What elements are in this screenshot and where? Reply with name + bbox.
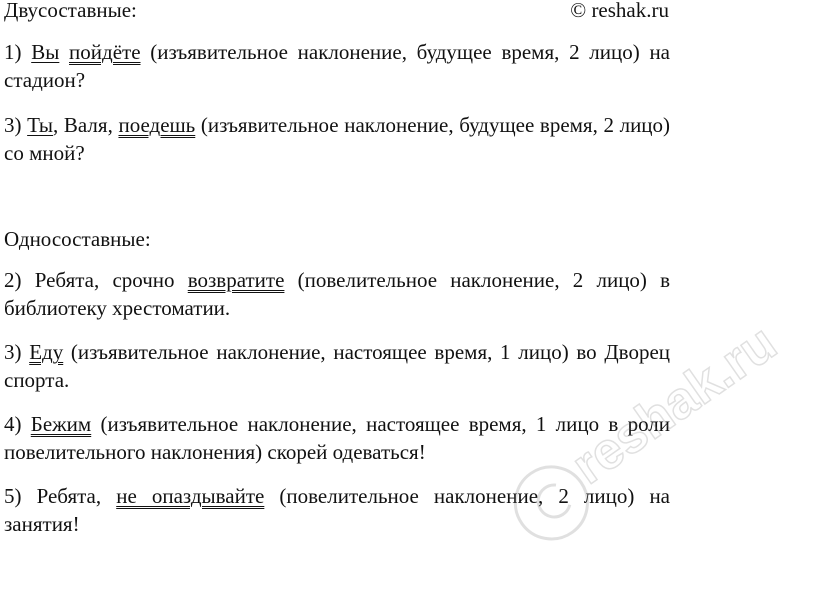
- predicate-word: возвратите: [187, 268, 285, 292]
- sentence-two-part-3: [4, 111, 670, 167]
- item-number: 3): [4, 340, 22, 364]
- sentence-one-part-4: [4, 410, 670, 466]
- sentence-rest: (изъявительное наклонение, будущее время, 2 лицо) на стадион?: [4, 40, 670, 92]
- sentence-middle: , Валя,: [53, 113, 113, 137]
- section-title-one-part: Односоставные:: [4, 227, 151, 251]
- subject-word: Ты: [27, 113, 54, 137]
- sentence-rest: (повелительное наклонение, 2 лицо) в библиотеку хрестоматии.: [4, 268, 671, 320]
- subject-word: Вы: [31, 40, 60, 64]
- sentence-rest: (повелительное наклонение, 2 лицо) на занятия!: [4, 484, 670, 536]
- predicate-word: поедешь: [118, 113, 196, 137]
- sentence-one-part-3: [4, 338, 670, 394]
- item-number: 4): [4, 412, 22, 436]
- brand-label: © reshak.ru: [570, 0, 669, 22]
- section-title-two-part: Двусоставные:: [4, 0, 137, 22]
- sentence-two-part-1: [4, 38, 670, 94]
- predicate-word: не опаздывайте: [116, 484, 265, 508]
- item-number: 2): [4, 268, 22, 292]
- item-number: 1): [4, 40, 22, 64]
- sentence-one-part-2: [4, 266, 670, 322]
- predicate-word: Еду: [29, 340, 64, 364]
- sentence-before: Ребята, срочно: [34, 268, 175, 292]
- watermark-text: reshak.ru: [561, 313, 787, 496]
- sentence-rest: (изъявительное наклонение, будущее время, 2 лицо) со мной?: [4, 113, 671, 165]
- predicate-word: пойдёте: [69, 40, 141, 64]
- sentence-before: Ребята,: [36, 484, 102, 508]
- item-number: 3): [4, 113, 22, 137]
- sentence-rest: (изъявительное наклонение, настоящее время, 1 лицо) во Дворец спорта.: [4, 340, 671, 392]
- sentence-one-part-5: [4, 482, 670, 538]
- item-number: 5): [4, 484, 22, 508]
- predicate-word: Бежим: [30, 412, 92, 436]
- sentence-rest: (изъявительное наклонение, настоящее время, 1 лицо в роли повелительного наклонения) скорей одеваться!: [4, 412, 671, 464]
